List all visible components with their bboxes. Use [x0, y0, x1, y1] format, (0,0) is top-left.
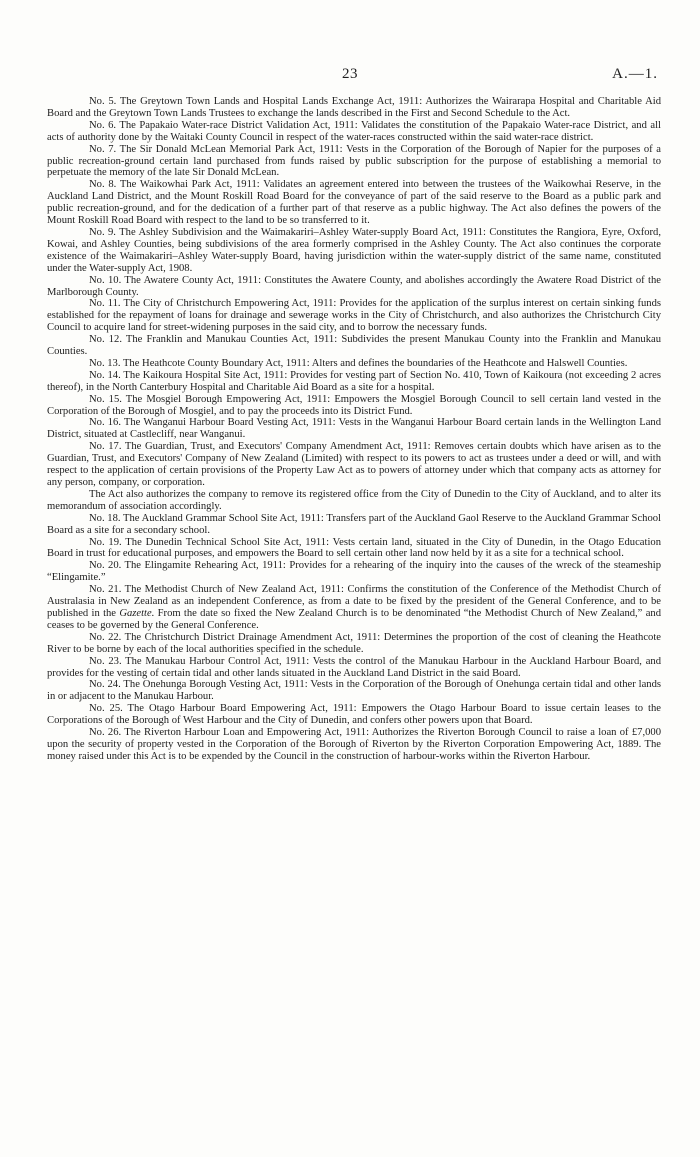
paragraph-act-24: No. 24. The Onehunga Borough Vesting Act, 1911: Vests in the Corporation of the Borough of Onehunga certain tidal and other lands in or adjacent to the Manukau Harbour. — [47, 679, 661, 703]
paragraph-act-17-continued: The Act also authorizes the company to remove its registered office from the City of Dunedin to the City of Auckland, and to alter its memorandum of association accordingly. — [47, 488, 661, 512]
paragraph-act-7: No. 7. The Sir Donald McLean Memorial Park Act, 1911: Vests in the Corporation of the Borough of Napier for the purposes of a public recreation-ground certain land purchased from funds raised by public subscription for the purpose of establishing a memorial to perpetuate the memory of the late Sir Donald McLean. — [47, 143, 661, 179]
paragraph-act-8: No. 8. The Waikowhai Park Act, 1911: Validates an agreement entered into between the trustees of the Waikowhai Reserve, in the Auckland Land District, and the Mount Roskill Road Board for the conveyance of part of the said reserve to the Board as a public park and public recreation-ground, and for the dedication of a further part of that reserve as a public highway. The Act also defines the powers of the Mount Roskill Road Board with respect to the land to be so transferred to it. — [47, 179, 661, 227]
paragraph-act-26: No. 26. The Riverton Harbour Loan and Empowering Act, 1911: Authorizes the Riverton Borough Council to raise a loan of £7,000 upon the security of property vested in the Corporation of the Borough of Riverton by the Riverton Corporation Empowering Act, 1889. The money raised under this Act is to be expended by the Council in the construction of harbour-works within the Riverton Harbour. — [47, 727, 661, 762]
document-body — [47, 96, 661, 763]
paragraph-act-20: No. 20. The Elingamite Rehearing Act, 1911: Provides for a rehearing of the inquiry into the causes of the wreck of the steameship “Elingamite.” — [47, 560, 661, 584]
paragraph-act-25: No. 25. The Otago Harbour Board Empowering Act, 1911: Empowers the Otago Harbour Board to issue certain leases to the Corporations of the Borough of West Harbour and the City of Dunedin, and confers other powers upon that Board. — [47, 703, 661, 727]
paragraph-act-14: No. 14. The Kaikoura Hospital Site Act, 1911: Provides for vesting part of Section No. 410, Town of Kaikoura (not exceeding 2 acres thereof), in the North Canterbury Hospital and Charitable Aid Board as a site for a hospital. — [47, 369, 661, 393]
paragraph-act-13: No. 13. The Heathcote County Boundary Act, 1911: Alters and defines the boundaries of the Heathcote and Halswell Counties. — [89, 357, 628, 369]
paragraph-act-9: No. 9. The Ashley Subdivision and the Waimakariri–Ashley Water-supply Board Act, 1911: Constitutes the Rangiora, Eyre, Oxford, Kowai, and Ashley Counties, being subdivisions of the area formerly comprised in the Ashley County. The Act also continues the corporate existence of the Waimakariri–Ashley Water-supply Board, having jurisdiction within the water-supply district of the same name, constituted under the Water-supply Act, 1908. — [47, 226, 661, 274]
paragraph-act-16: No. 16. The Wanganui Harbour Board Vesting Act, 1911: Vests in the Wanganui Harbour Board certain lands in the Wellington Land District, situated at Castlecliff, near Wanganui. — [47, 417, 661, 441]
paragraph-act-21 — [47, 584, 661, 632]
paragraph-act-10: No. 10. The Awatere County Act, 1911: Constitutes the Awatere County, and abolishes accordingly the Awatere Road District of the Marlborough County. — [47, 274, 661, 298]
gazette-reference: Gazette. — [119, 607, 155, 619]
paragraph-act-17: No. 17. The Guardian, Trust, and Executors' Company Amendment Act, 1911: Removes certain doubts which have arisen as to the Guardian, Trust, and Executors' Company of New Zealand (Limited) with respect to its powers to act as trustees under a deed or will, and with respect to the application of certain provisions of the Property Law Act as to powers of attorney under which that company acts as attorney for any person, company, or corporation. — [47, 441, 661, 488]
paragraph-act-6: No. 6. The Papakaio Water-race District Validation Act, 1911: Validates the constitution of the Papakaio Water-race District, and all acts of authority done by the Waitaki County Council in respect of the water-races constructed within the said water-race district. — [47, 119, 661, 143]
paragraph-act-22: No. 22. The Christchurch District Drainage Amendment Act, 1911: Determines the proportion of the cost of cleaning the Heathcote River to be borne by each of the local authorities specified in the schedule. — [47, 631, 661, 655]
paragraph-act-21-text-end: From the date so fixed the New Zealand Church is to be denominated “the Methodist Church of New Zealand,” and ceases to be governed by the General Conference. — [47, 607, 661, 631]
page-reference: A.—1. — [612, 66, 658, 82]
page-number: 23 — [342, 66, 358, 82]
paragraph-act-23: No. 23. The Manukau Harbour Control Act, 1911: Vests the control of the Manukau Harbour in the Auckland Harbour Board, and provides for the vesting of certain tidal and other lands situated in the Auckland Land District in the said Board. — [47, 655, 661, 679]
paragraph-act-12: No. 12. The Franklin and Manukau Counties Act, 1911: Subdivides the present Manukau County into the Franklin and Manukau Counties. — [47, 334, 661, 358]
paragraph-act-19: No. 19. The Dunedin Technical School Site Act, 1911: Vests certain land, situated in the City of Dunedin, in the Otago Education Board in trust for educational purposes, and empowers the Board to sell certain other land now held by it as a site for a technical school. — [47, 536, 661, 560]
paragraph-act-18: No. 18. The Auckland Grammar School Site Act, 1911: Transfers part of the Auckland Gaol Reserve to the Auckland Grammar School Board as a site for a secondary school. — [47, 512, 661, 536]
paragraph-act-21-text: No. 21. The Methodist Church of New Zealand Act, 1911: Confirms the constitution of the Conference of the Methodist Church of Australasia in New Zealand as an independent Conference, as from a date to be fixed by the president of the General Conference, and to be published in the — [47, 584, 661, 619]
paragraph-act-5: No. 5. The Greytown Town Lands and Hospital Lands Exchange Act, 1911: Authorizes the Wairarapa Hospital and Charitable Aid Board and the Greytown Town Lands Trustees to exchange the lands described in the First and Second Schedule to the Act. — [47, 96, 661, 119]
paragraph-act-15: No. 15. The Mosgiel Borough Empowering Act, 1911: Empowers the Mosgiel Borough Council to sell certain land vested in the Corporation of the Borough of Mosgiel, and to pay the proceeds into its District Fund. — [47, 393, 661, 417]
paragraph-act-11: No. 11. The City of Christchurch Empowering Act, 1911: Provides for the application of the surplus interest on certain sinking funds established for the repayment of loans for drainage and sewerage works in the City of Christchurch, and also authorizes the Christchurch City Council to acquire land for street-widening purposes in the said city, and to borrow the necessary funds. — [47, 298, 661, 334]
